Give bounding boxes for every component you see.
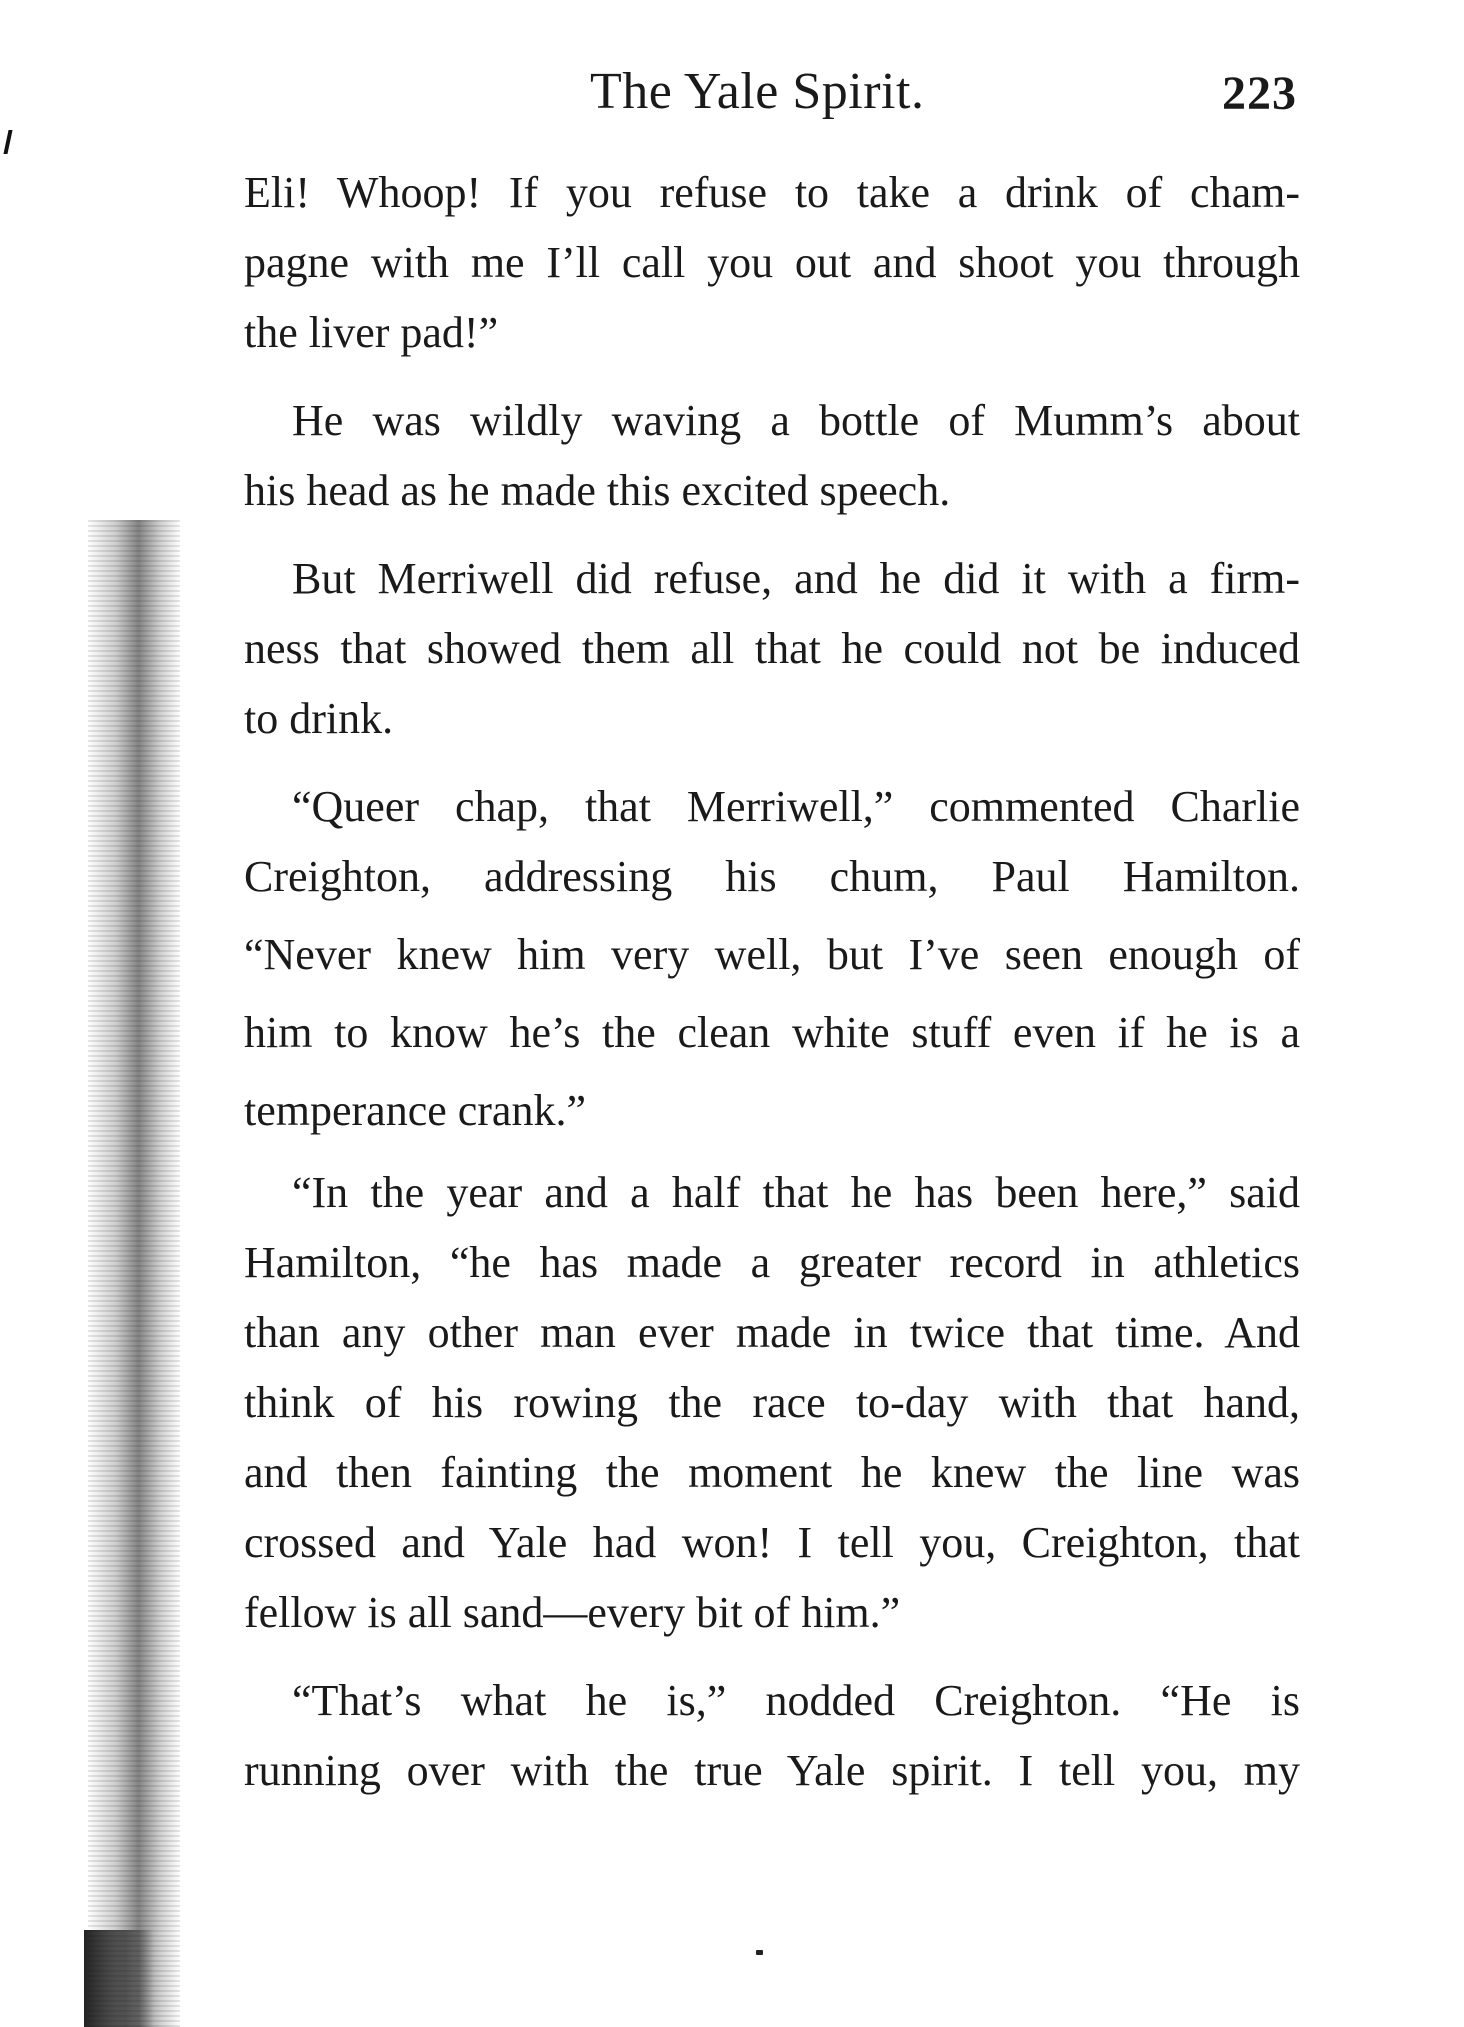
text-line: “That’s what he is,” nodded Creighton. “He is: [292, 1676, 1300, 1725]
text-line: his head as he made this excited speech.: [244, 466, 951, 515]
footer-mark: [756, 1950, 763, 1955]
page-number: 223: [1222, 67, 1297, 120]
text-line: running over with the true Yale spirit. I tell you, my: [244, 1746, 1300, 1795]
text-line: ness that showed them all that he could not be induced: [244, 624, 1300, 673]
text-line: fellow is all sand—every bit of him.”: [244, 1588, 901, 1637]
text-line: and then fainting the moment he knew the line was: [244, 1448, 1300, 1497]
text-line: Eli! Whoop! If you refuse to take a drink of cham-: [244, 168, 1300, 217]
text-line: than any other man ever made in twice that time. And: [244, 1308, 1300, 1357]
binding-shadow-bottom: [84, 1930, 154, 2027]
text-line: But Merriwell did refuse, and he did it with a firm-: [292, 554, 1300, 603]
text-line: pagne with me I’ll call you out and shoot you through: [244, 238, 1300, 287]
text-line: the liver pad!”: [244, 308, 499, 357]
text-line: “Queer chap, that Merriwell,” commented Charlie: [292, 782, 1300, 831]
running-title: The Yale Spirit.: [590, 63, 925, 120]
text-line: crossed and Yale had won! I tell you, Creighton, that: [244, 1518, 1300, 1567]
running-header: [0, 62, 1464, 142]
text-line: him to know he’s the clean white stuff even if he is a: [244, 1008, 1300, 1057]
text-line: temperance crank.”: [244, 1086, 586, 1135]
text-line: “In the year and a half that he has been here,” said: [292, 1168, 1300, 1217]
text-line: Creighton, addressing his chum, Paul Hamilton.: [244, 852, 1300, 901]
text-line: Hamilton, “he has made a greater record in athletics: [244, 1238, 1300, 1287]
text-line: “Never knew him very well, but I’ve seen enough of: [244, 930, 1300, 979]
text-line: He was wildly waving a bottle of Mumm’s about: [292, 396, 1300, 445]
text-line: to drink.: [244, 694, 394, 743]
text-line: think of his rowing the race to-day with that hand,: [244, 1378, 1300, 1427]
binding-shadow: [88, 520, 180, 2027]
